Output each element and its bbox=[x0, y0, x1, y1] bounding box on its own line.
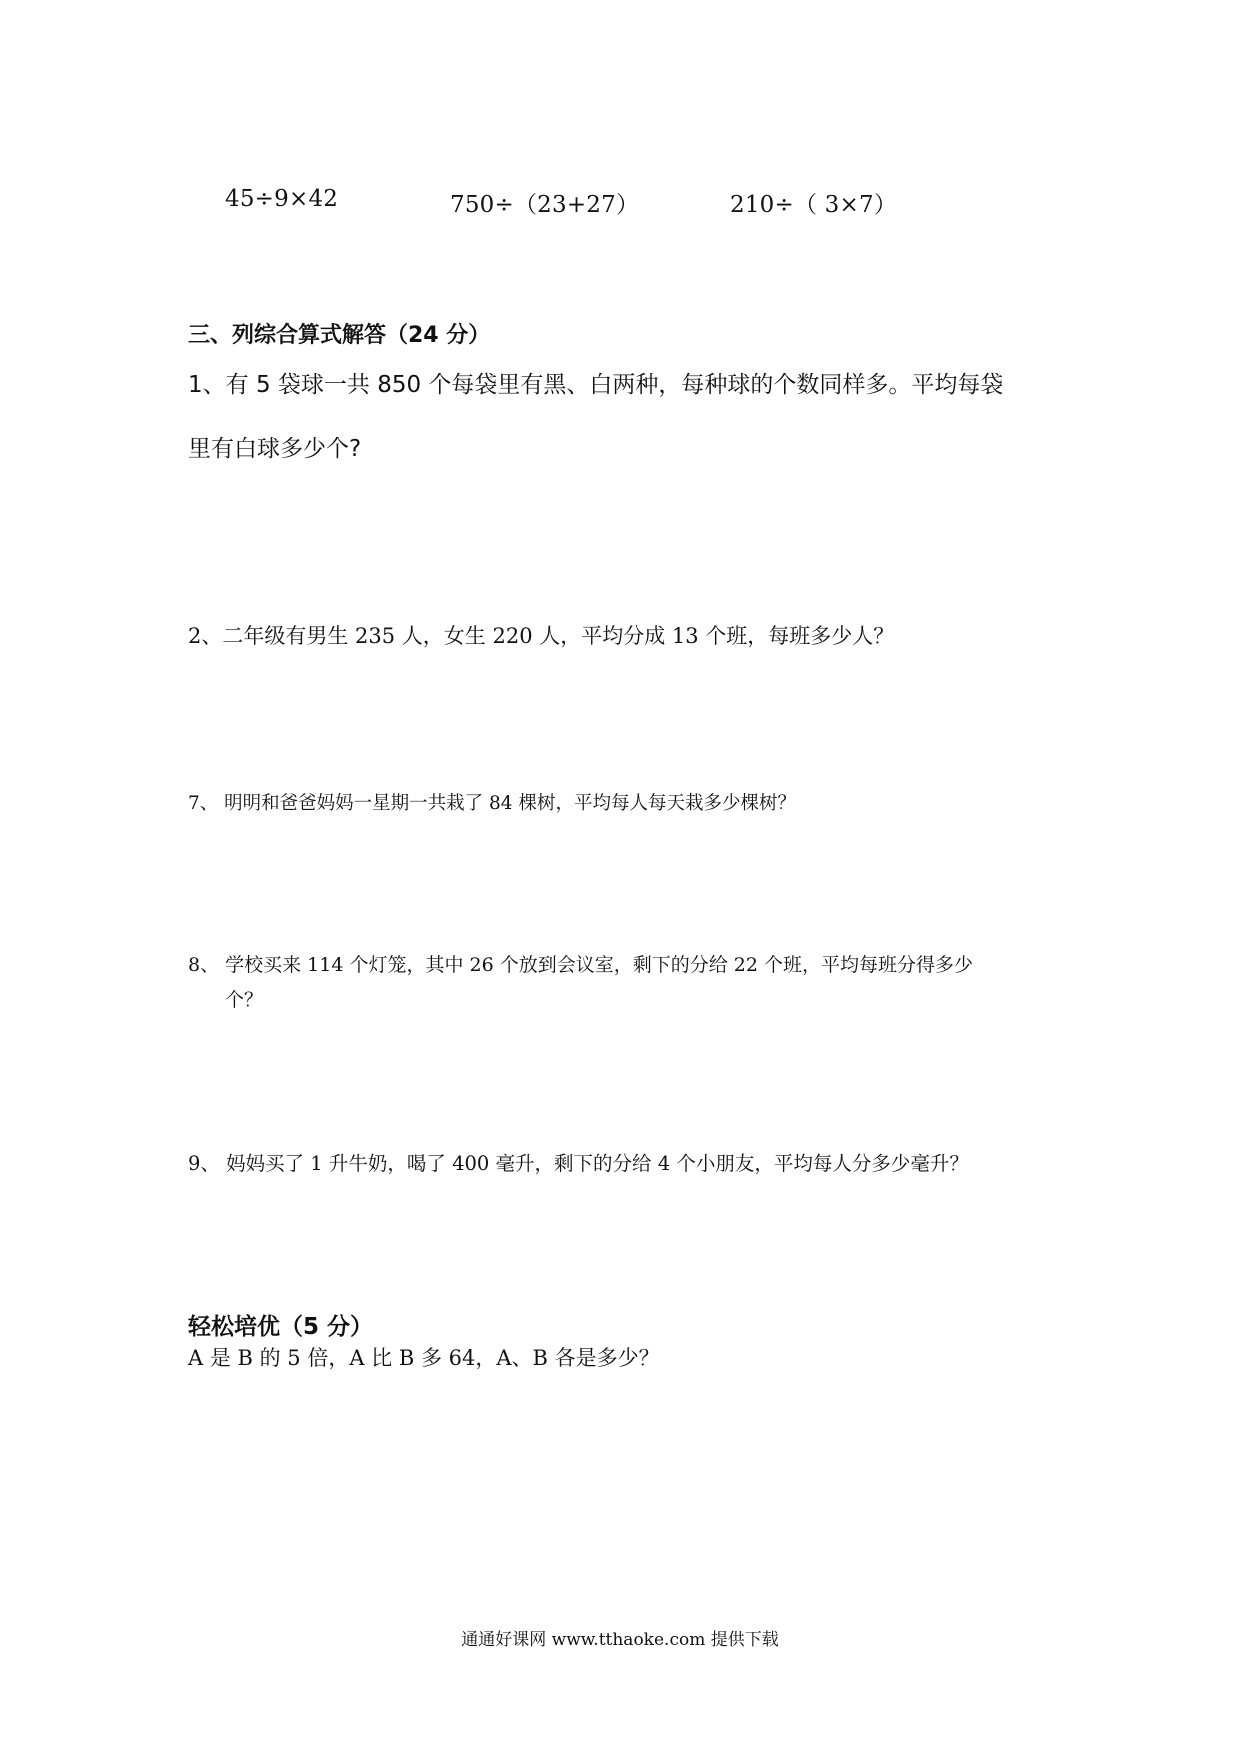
bonus-heading: 轻松培优（5 分） bbox=[188, 1314, 374, 1340]
problem-8-text: 8、 学校买来 114 个灯笼，其中 26 个放到会议室，剩下的分给 22 个班，平均每班分得多少 bbox=[188, 954, 973, 976]
problem-1-text: 1、有 5 袋球一共 850 个每袋里有黑、白两种，每种球的个数同样多。平均每袋 bbox=[188, 372, 1004, 398]
bonus-question: A 是 B 的 5 倍，A 比 B 多 64，A、B 各是多少？ bbox=[188, 1346, 660, 1370]
problem-9-text: 9、 妈妈买了 1 升牛奶，喝了 400 毫升，剩下的分给 4 个小朋友，平均每人分多少毫升？ bbox=[188, 1152, 969, 1175]
expression-2: 750÷（23+27） bbox=[450, 192, 640, 218]
expression-3: 210÷（ 3×7） bbox=[730, 192, 898, 218]
problem-2-text: 2、二年级有男生 235 人，女生 220 人，平均分成 13 个班，每班多少人？ bbox=[188, 624, 895, 648]
expression-1: 45÷9×42 bbox=[225, 186, 339, 212]
section-3-heading: 三、列综合算式解答（24 分） bbox=[188, 323, 491, 348]
problem-7-text: 7、 明明和爸爸妈妈一星期一共栽了 84 棵树，平均每人每天栽多少棵树？ bbox=[188, 793, 796, 814]
page-footer: 通通好课网 www.tthaoke.com 提供下载 bbox=[461, 1630, 779, 1650]
problem-8-text-continued: 个？ bbox=[225, 989, 264, 1011]
problem-1-text-continued: 里有白球多少个? bbox=[188, 436, 362, 462]
